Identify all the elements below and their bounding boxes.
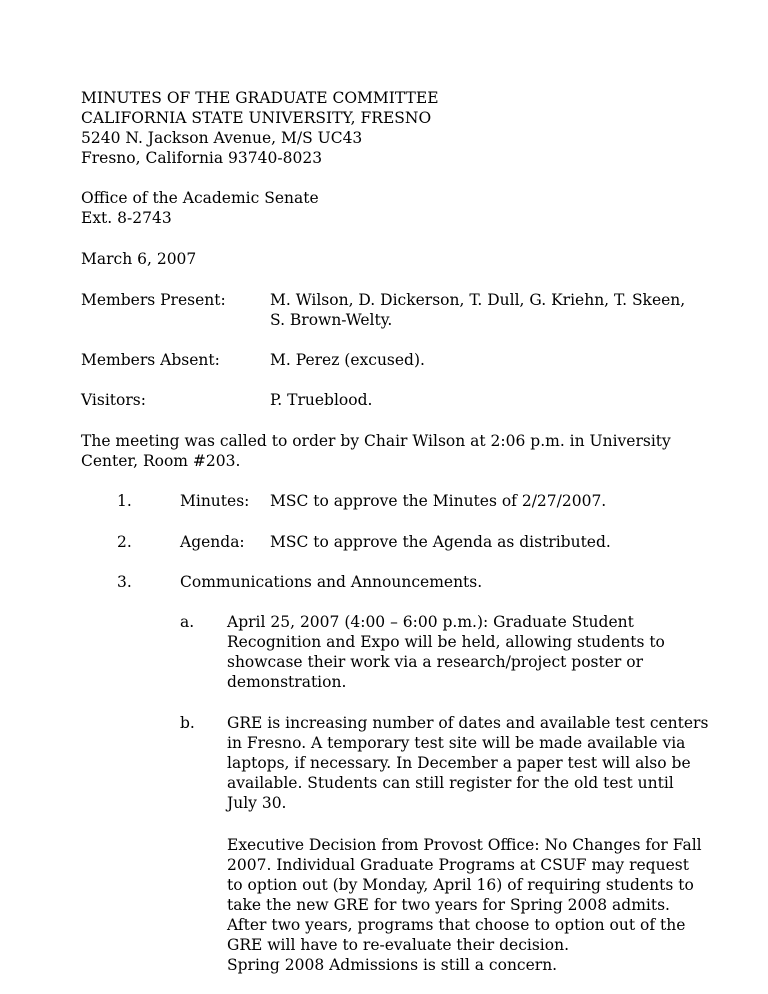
subitem-letter: b.: [180, 714, 195, 732]
subitem-line: Recognition and Expo will be held, allowing students to: [227, 633, 665, 651]
opening-paragraph: [81, 431, 671, 471]
subitem-line: showcase their work via a research/project poster or: [227, 653, 643, 671]
members-present-value: [270, 290, 685, 330]
item-number: 1.: [117, 492, 132, 510]
subitem-line: GRE is increasing number of dates and available test centers: [227, 714, 709, 732]
visitors-value: P. Trueblood.: [270, 391, 373, 409]
subitem-line: to option out (by Monday, April 16) of requiring students to: [227, 876, 694, 894]
subitem-line: in Fresno. A temporary test site will be made available via: [227, 734, 686, 752]
header-line: Fresno, California 93740-8023: [81, 149, 323, 167]
item-text: MSC to approve the Minutes of 2/27/2007.: [270, 492, 607, 510]
members-absent-value: M. Perez (excused).: [270, 351, 425, 369]
subitem-line: April 25, 2007 (4:00 – 6:00 p.m.): Graduate Student: [227, 613, 634, 631]
opening-line: The meeting was called to order by Chair Wilson at 2:06 p.m. in University: [81, 432, 671, 450]
subitem-b-paragraph-2: [227, 835, 702, 955]
subitem-a-text: [227, 612, 665, 692]
subitem-line: GRE will have to re-evaluate their decision.: [227, 936, 569, 954]
visitors-label: Visitors:: [81, 391, 146, 409]
subitem-line: 2007. Individual Graduate Programs at CSUF may request: [227, 856, 689, 874]
item-label: Agenda:: [180, 533, 245, 551]
item-label: Minutes:: [180, 492, 250, 510]
subitem-line: Executive Decision from Provost Office: No Changes for Fall: [227, 836, 702, 854]
item-heading: Communications and Announcements.: [180, 573, 483, 591]
members-absent-label: Members Absent:: [81, 351, 220, 369]
item-number: 3.: [117, 573, 132, 591]
subitem-line: laptops, if necessary. In December a paper test will also be: [227, 754, 691, 772]
subitem-b-paragraph-3: Spring 2008 Admissions is still a concern.: [227, 956, 558, 974]
subitem-line: available. Students can still register for the old test until: [227, 774, 674, 792]
office-info: [81, 188, 319, 228]
header-line: MINUTES OF THE GRADUATE COMMITTEE: [81, 89, 439, 107]
document-header: [81, 88, 439, 168]
header-line: CALIFORNIA STATE UNIVERSITY, FRESNO: [81, 109, 432, 127]
subitem-line: July 30.: [227, 794, 287, 812]
meeting-date: March 6, 2007: [81, 250, 197, 268]
members-present-line: S. Brown-Welty.: [270, 311, 393, 329]
members-present-line: M. Wilson, D. Dickerson, T. Dull, G. Kriehn, T. Skeen,: [270, 291, 686, 309]
item-number: 2.: [117, 533, 132, 551]
office-line: Office of the Academic Senate: [81, 189, 319, 207]
office-line: Ext. 8-2743: [81, 209, 172, 227]
subitem-line: demonstration.: [227, 673, 347, 691]
header-line: 5240 N. Jackson Avenue, M/S UC43: [81, 129, 363, 147]
subitem-letter: a.: [180, 613, 195, 631]
members-present-label: Members Present:: [81, 291, 226, 309]
subitem-line: take the new GRE for two years for Spring 2008 admits.: [227, 896, 670, 914]
subitem-b-text: [227, 713, 708, 813]
subitem-line: After two years, programs that choose to option out of the: [227, 916, 686, 934]
opening-line: Center, Room #203.: [81, 452, 241, 470]
item-text: MSC to approve the Agenda as distributed.: [270, 533, 611, 551]
